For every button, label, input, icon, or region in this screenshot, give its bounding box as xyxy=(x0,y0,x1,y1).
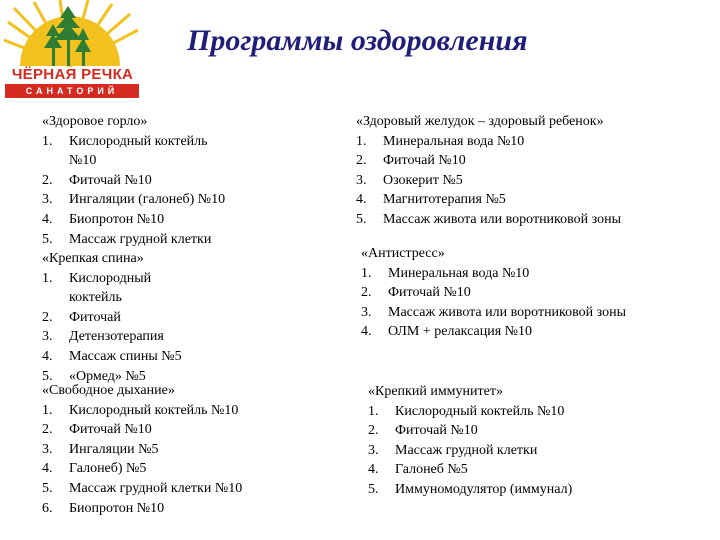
item-text: Кислородный коктейль №10 xyxy=(69,133,208,169)
item-number: 3. xyxy=(42,192,53,208)
logo-name: ЧЁРНАЯ РЕЧКА xyxy=(11,66,134,83)
item-number: 2. xyxy=(42,309,53,325)
item-number: 3. xyxy=(42,441,53,457)
program-title: «Крепкий иммунитет» xyxy=(368,384,503,399)
item-number: 2. xyxy=(361,285,372,301)
item-text: Кислородный коктейль xyxy=(69,270,152,306)
list-item xyxy=(42,401,307,421)
item-number: 4. xyxy=(368,462,379,478)
list-item xyxy=(368,441,706,461)
list-item xyxy=(42,132,307,171)
program-free-breathing xyxy=(42,381,307,518)
item-text: Фиточай №10 xyxy=(69,172,152,188)
list-item xyxy=(356,132,706,152)
list-item xyxy=(42,347,307,367)
list-item xyxy=(361,322,706,342)
list-item xyxy=(42,190,307,210)
list-item xyxy=(361,303,706,323)
item-text: Фиточай №10 xyxy=(383,153,466,169)
item-text: Массаж живота или воротниковой зоны xyxy=(383,211,621,227)
item-number: 1. xyxy=(42,402,53,418)
item-number: 3. xyxy=(356,172,367,188)
list-item xyxy=(42,459,307,479)
item-text: Фиточай №10 xyxy=(69,422,152,438)
item-text: Озокерит №5 xyxy=(383,172,463,188)
item-number: 2. xyxy=(356,153,367,169)
program-strong-back xyxy=(42,249,307,386)
item-text: Массаж грудной клетки xyxy=(395,442,538,458)
item-number: 4. xyxy=(42,348,53,364)
item-text: Фиточай xyxy=(69,309,121,325)
list-item xyxy=(368,421,706,441)
program-items xyxy=(42,401,307,519)
item-text: Галонеб №5 xyxy=(395,462,468,478)
list-item xyxy=(361,283,706,303)
program-title: «Здоровое горло» xyxy=(42,114,148,129)
sanatorium-logo xyxy=(0,0,145,100)
item-number: 2. xyxy=(368,423,379,439)
item-text: ОЛМ + релаксация №10 xyxy=(388,324,532,340)
program-antistress xyxy=(361,244,706,342)
item-number: 4. xyxy=(356,192,367,208)
item-number: 5. xyxy=(368,481,379,497)
item-number: 1. xyxy=(361,265,372,281)
item-number: 3. xyxy=(368,442,379,458)
item-text: Минеральная вода №10 xyxy=(383,133,525,149)
item-number: 4. xyxy=(42,461,53,477)
list-item xyxy=(356,171,706,191)
item-text: Биопротон №10 xyxy=(69,500,165,516)
item-number: 5. xyxy=(42,480,53,496)
item-text: Ингаляции №5 xyxy=(69,441,159,457)
item-number: 2. xyxy=(42,422,53,438)
item-number: 3. xyxy=(42,329,53,345)
list-item xyxy=(356,210,706,230)
program-items xyxy=(42,132,307,250)
item-number: 1. xyxy=(356,133,367,149)
item-text: Кислородный коктейль №10 xyxy=(395,403,565,419)
item-number: 5. xyxy=(42,368,53,384)
item-number: 5. xyxy=(42,231,53,247)
list-item xyxy=(42,230,307,250)
program-items xyxy=(356,132,706,230)
program-title: «Здоровый желудок – здоровый ребенок» xyxy=(356,114,604,129)
item-text: Массаж живота или воротниковой зоны xyxy=(388,304,626,320)
item-number: 5. xyxy=(356,211,367,227)
item-text: Магнитотерапия №5 xyxy=(383,192,506,208)
item-text: Ингаляции (галонеб) №10 xyxy=(69,192,226,208)
item-number: 6. xyxy=(42,500,53,516)
item-text: «Ормед» №5 xyxy=(69,368,146,384)
program-strong-immunity xyxy=(368,382,706,500)
item-number: 2. xyxy=(42,172,53,188)
item-text: Иммуномодулятор (иммунал) xyxy=(395,481,573,497)
item-text: Массаж грудной клетки xyxy=(69,231,212,247)
item-text: Детензотерапия xyxy=(69,329,164,345)
page-title: Программы оздоровления xyxy=(187,24,528,57)
program-title: «Свободное дыхание» xyxy=(42,383,175,398)
item-number: 4. xyxy=(361,324,372,340)
item-text: Фиточай №10 xyxy=(388,285,471,301)
logo-subtitle: САНАТОРИЙ xyxy=(5,84,139,98)
list-item xyxy=(361,264,706,284)
list-item xyxy=(42,308,307,328)
list-item xyxy=(368,402,706,422)
list-item xyxy=(368,460,706,480)
list-item xyxy=(356,190,706,210)
item-text: Биопротон №10 xyxy=(69,211,165,227)
item-text: Кислородный коктейль №10 xyxy=(69,402,239,418)
item-text: Галонеб) №5 xyxy=(69,461,147,477)
item-text: Массаж спины №5 xyxy=(69,348,182,364)
program-items xyxy=(42,269,307,387)
item-text: Минеральная вода №10 xyxy=(388,265,530,281)
program-items xyxy=(361,264,706,342)
list-item xyxy=(42,171,307,191)
item-number: 1. xyxy=(42,270,53,286)
program-healthy-stomach xyxy=(356,112,706,230)
program-items xyxy=(368,402,706,500)
item-number: 3. xyxy=(361,304,372,320)
program-title: «Крепкая спина» xyxy=(42,251,144,266)
list-item xyxy=(42,499,307,519)
item-number: 4. xyxy=(42,211,53,227)
item-number: 1. xyxy=(42,133,53,149)
list-item xyxy=(42,210,307,230)
list-item xyxy=(368,480,706,500)
item-text: Фиточай №10 xyxy=(395,423,478,439)
program-title: «Антистресс» xyxy=(361,246,445,261)
list-item xyxy=(42,269,307,308)
list-item xyxy=(356,151,706,171)
program-healthy-throat xyxy=(42,112,307,249)
item-text: Массаж грудной клетки №10 xyxy=(69,480,243,496)
list-item xyxy=(42,327,307,347)
item-number: 1. xyxy=(368,403,379,419)
list-item xyxy=(42,479,307,499)
list-item xyxy=(42,440,307,460)
sun-and-pine-tree-icon xyxy=(0,0,145,70)
list-item xyxy=(42,420,307,440)
